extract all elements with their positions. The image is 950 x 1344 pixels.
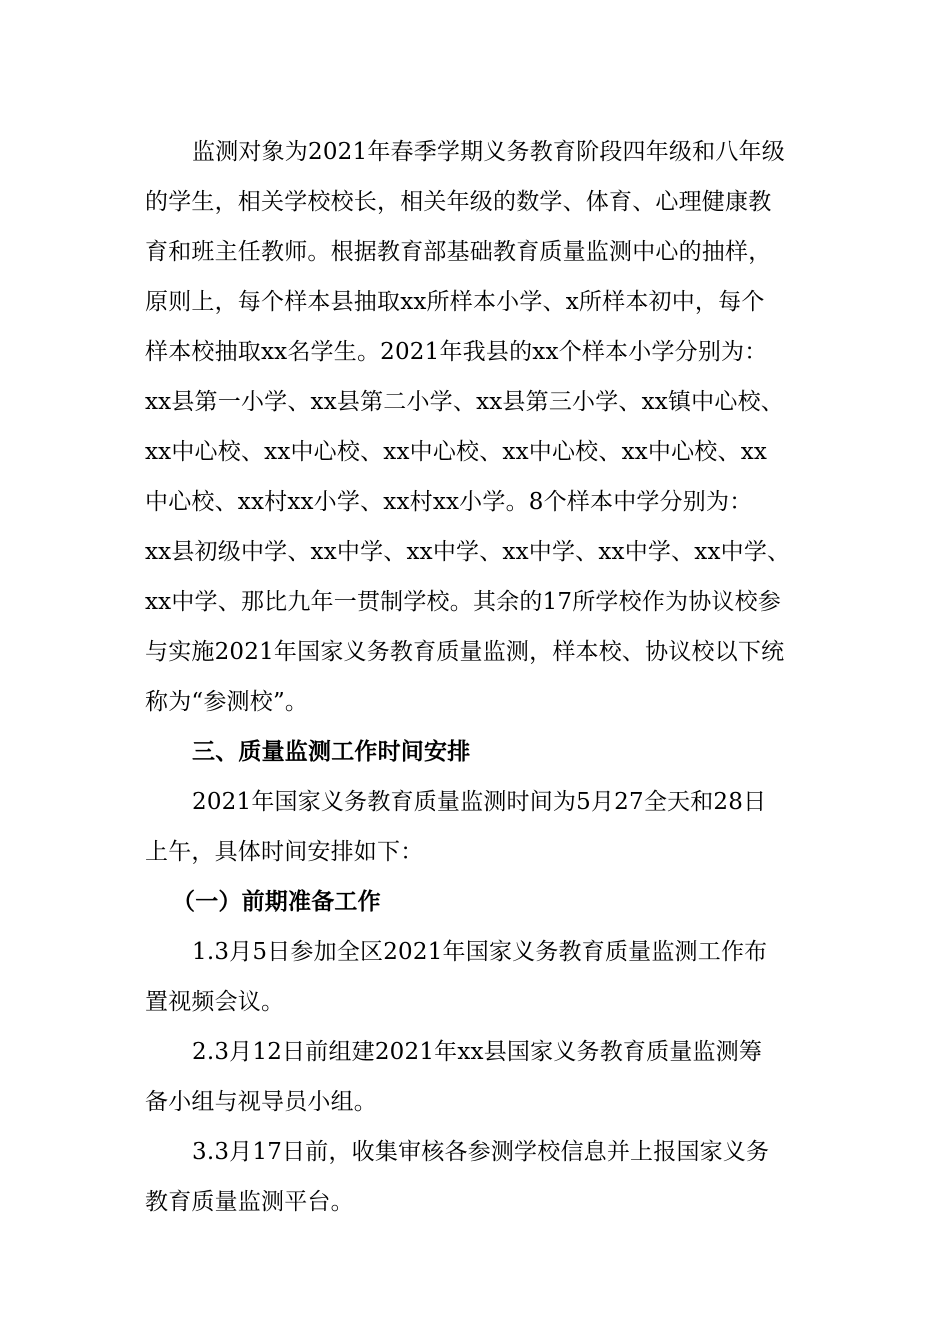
list-item-line: 备小组与视导员小组。	[145, 1089, 377, 1115]
paragraph-line: 育和班主任教师。根据教育部基础教育质量监测中心的抽样，	[145, 239, 772, 265]
list-item-line: 1.3月5日参加全区2021年国家义务教育质量监测工作布	[192, 939, 768, 965]
paragraph-line: 与实施2021年国家义务教育质量监测，样本校、协议校以下统	[145, 639, 785, 665]
paragraph-line: 样本校抽取xx名学生。2021年我县的xx个样本小学分别为：	[145, 339, 768, 365]
section-heading: 三、质量监测工作时间安排	[192, 738, 471, 765]
paragraph-line: 中心校、xx村xx小学、xx村xx小学。8个样本中学分别为：	[145, 489, 753, 515]
list-item-line: 教育质量监测平台。	[145, 1189, 354, 1215]
paragraph-line: xx县第一小学、xx县第二小学、xx县第三小学、xx镇中心校、	[145, 389, 784, 415]
paragraph-line: 2021年国家义务教育质量监测时间为5月27全天和28日	[192, 789, 767, 815]
subsection-heading: （一）前期准备工作	[172, 888, 381, 915]
paragraph-line: 称为“参测校”。	[145, 689, 309, 715]
paragraph-line: 原则上，每个样本县抽取xx所样本小学、x所样本初中，每个	[145, 289, 765, 315]
paragraph-line: xx中学、那比九年一贯制学校。其余的17所学校作为协议校参	[145, 589, 782, 615]
paragraph-line: xx县初级中学、xx中学、xx中学、xx中学、xx中学、xx中学、	[145, 539, 791, 565]
list-item-line: 2.3月12日前组建2021年xx县国家义务教育质量监测筹	[192, 1039, 763, 1065]
paragraph-line: 监测对象为2021年春季学期义务教育阶段四年级和八年级	[192, 139, 785, 165]
paragraph-line: xx中心校、xx中心校、xx中心校、xx中心校、xx中心校、xx	[145, 439, 768, 465]
paragraph-line: 的学生，相关学校校长，相关年级的数学、体育、心理健康教	[145, 189, 772, 215]
list-item-line: 置视频会议。	[145, 989, 285, 1015]
list-item-line: 3.3月17日前，收集审核各参测学校信息并上报国家义务	[192, 1139, 770, 1165]
paragraph-line: 上午，具体时间安排如下：	[145, 839, 424, 865]
